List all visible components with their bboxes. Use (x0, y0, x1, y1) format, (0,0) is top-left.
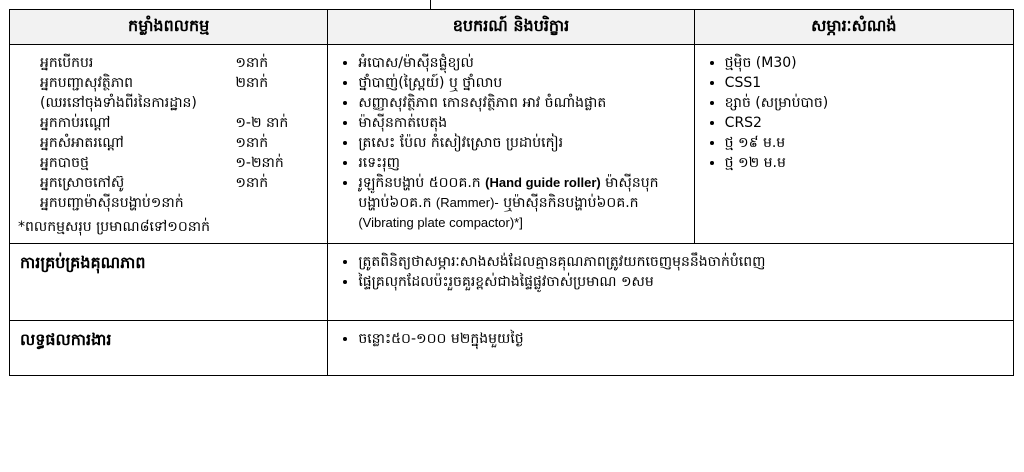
labor-role (40, 73, 235, 93)
specification-table (9, 9, 1014, 376)
materials-cell (694, 45, 1013, 244)
labor-role: អ្នកសំអាតរណ្តៅ (40, 135, 124, 151)
labor-item (40, 53, 321, 73)
equipment-item: • ត្រសេះ ប៉ែល កំសៀវស្រោច ប្រដាប់កៀរ (358, 133, 687, 153)
labor-count: ១នាក់ (235, 175, 269, 191)
labor-role: អ្នកបញ្ជាម៉ាស៊ីនបង្ហាប់១នាក់ (40, 195, 184, 211)
labor-note-text: (ឈរនៅចុងទាំងពីរនៃការដ្ឋាន) (40, 95, 197, 111)
quality-list (328, 244, 1013, 296)
roller-text-6: (Vibrating plate compactor)*] (358, 215, 523, 230)
labor-role-text: អ្នកបញ្ជាសុវត្ថិភាព (40, 75, 134, 91)
labor-role: អ្នកបាចថ្ម (40, 155, 89, 171)
output-cell (328, 321, 1014, 376)
labor-role: អ្នកកាប់រណ្តៅ (40, 115, 111, 131)
roller-text-1: រូឡូកិនបង្ហាប់ ៥០០គ.ក (358, 175, 481, 191)
labor-count: ២នាក់ (235, 75, 269, 91)
equipment-item: • ថ្នាំបាញ់(ស្ព្រៃយ៍) ឬ ថ្នាំលាប (358, 73, 687, 93)
equipment-item: • រទេះរុញ (358, 153, 687, 173)
material-item: • ខ្សាច់ (សម្រាប់បាច) (725, 93, 1007, 113)
material-item: • CRS2 (725, 113, 1007, 133)
equipment-item-roller (358, 173, 687, 233)
resources-row (10, 45, 1014, 244)
labor-role: អ្នកស្រោចកៅស៊ូ (40, 175, 125, 191)
labor-header: កម្លាំងពលកម្ម (10, 10, 328, 45)
labor-count: ១នាក់ (235, 55, 269, 71)
material-item: • CSS1 (725, 73, 1007, 93)
equipment-item: • អំបោស/ម៉ាស៊ីនផ្លុំខ្យល់ (358, 53, 687, 73)
labor-total: *ពលកម្មសរុប ប្រមាណ៨ទៅ១០នាក់ (18, 219, 210, 235)
equipment-item: • សញ្ញាសុវត្ថិភាព កោនសុវត្ថិភាព អាវ ចំណាំងផ្លាត (358, 93, 687, 113)
labor-item (40, 193, 321, 213)
material-item: • ថ្ម ១៩ ម.ម (725, 133, 1007, 153)
roller-text-5: ឬម៉ាស៊ីនកិនបង្ហាប់៦០គ.ក (503, 195, 639, 211)
quality-item: • ផ្ទៃគ្រលុកដែលប៉ះរួចគួរខ្ពស់ជាងផ្ទៃផ្លូវចាស់ប្រមាណ ១សម (358, 272, 1007, 292)
labor-item (40, 73, 321, 93)
materials-header: សម្ភារៈសំណង់ (694, 10, 1013, 45)
material-item: • ថ្មម៉ិច (M30) (725, 53, 1007, 73)
labor-count: ១នាក់ (235, 135, 269, 151)
labor-note (40, 93, 321, 113)
roller-text-4: (Rammer)- (435, 195, 499, 210)
quality-label: ការគ្រប់គ្រងគុណភាព (10, 244, 328, 321)
quality-cell (328, 244, 1014, 321)
labor-item (40, 153, 321, 173)
equipment-header: ឧបករណ៍ និងបរិក្ខារ (328, 10, 694, 45)
labor-list (10, 45, 327, 217)
roller-text-2: (Hand guide roller) (485, 175, 601, 190)
labor-count (235, 193, 321, 213)
labor-item (40, 113, 321, 133)
labor-count: ១-២នាក់ (235, 155, 284, 171)
labor-cell (10, 45, 328, 244)
equipment-cell (328, 45, 694, 244)
material-item: • ថ្ម ១២ ម.ម (725, 153, 1007, 173)
output-label: លទ្ធផលការងារ (10, 321, 328, 376)
output-item: • ចន្លោះ៥០-១០០ ម២ក្នុងមួយថ្ងៃ (358, 329, 1007, 349)
output-row (10, 321, 1014, 376)
materials-list (695, 45, 1013, 177)
header-row (10, 10, 1014, 45)
labor-item (40, 173, 321, 193)
equipment-list (328, 45, 693, 237)
output-list (328, 321, 1013, 353)
quality-row (10, 244, 1014, 321)
labor-count: ១-២ នាក់ (235, 115, 289, 131)
labor-role: អ្នកបើកបរ (40, 55, 94, 71)
roller-text-3: ម៉ាស៊ីនបុកបង្ហាប់៦០គ.ក (358, 175, 659, 211)
quality-item: • ត្រូតពិនិត្យថាសម្ភារៈសាងសង់ដែលគ្មានគុណភាពត្រូវយកចេញមុននឹងចាក់បំពេញ (358, 252, 1007, 272)
labor-item (40, 133, 321, 153)
equipment-item: • ម៉ាស៊ីនកាត់បេតុង (358, 113, 687, 133)
